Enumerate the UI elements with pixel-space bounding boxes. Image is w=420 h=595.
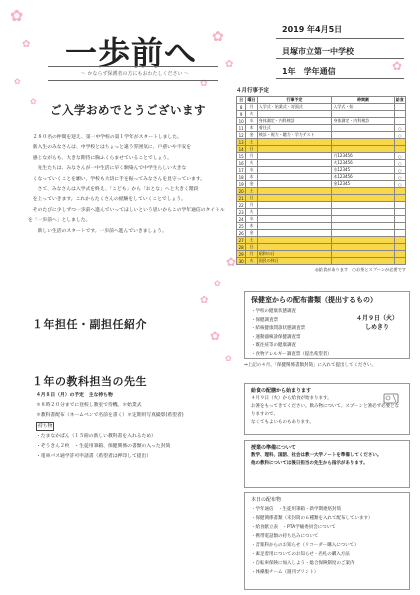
sakura-decoration: ✿ (22, 39, 31, 50)
calendar-cell-l (394, 195, 405, 202)
lunch-title: 給食の配膳から始まります (251, 388, 312, 394)
health-title: 保健室からの配布書類（提出するもの） (251, 296, 377, 304)
calendar-row (237, 223, 406, 230)
belongings-item: ・電車バス通学許可申請書（希望者は押印して提出） (36, 454, 152, 459)
greeting-paragraph: を上っていきます。これからたくさんの経験をしていくことでしょう。 (32, 197, 186, 203)
calendar-cell-w: 日 (246, 195, 257, 202)
calendar-header: 行事予定 (257, 97, 332, 104)
sakura-decoration: ✿ (10, 6, 24, 25)
calendar-cell-w: 火 (246, 160, 257, 167)
sakura-decoration: ✿ (392, 59, 403, 73)
calendar-cell-b (332, 209, 394, 216)
calendar-cell-l (394, 111, 405, 118)
calendar-cell-w: 土 (246, 139, 257, 146)
calendar-cell-w: 土 (246, 188, 257, 195)
calendar-row (237, 160, 406, 167)
calendar-cell-e (257, 174, 332, 181)
calendar-cell-b: 身体測定・内科検診 (332, 118, 394, 125)
calendar-cell-e: 着任式 (257, 125, 332, 132)
calendar-cell-w: 土 (246, 237, 257, 244)
calendar-cell-e (257, 139, 332, 146)
calendar-cell-d: 17 (237, 167, 246, 174)
greeting-paragraph: そのたびに少しずつ一歩前へ進んでいってほしいという思いからこの学年通信のタイトルを「一歩前へ」としました。 (28, 207, 225, 224)
calendar-cell-d: 19 (237, 181, 246, 188)
calendar-row (237, 139, 406, 146)
calendar-cell-w: 日 (246, 244, 257, 251)
calendar-cell-b (332, 146, 394, 153)
calendar-cell-e (257, 167, 332, 174)
calendar-row (237, 153, 406, 160)
homeroom-heading: １年担任・副担任紹介 (32, 318, 147, 331)
calendar-cell-d: 9 (237, 111, 246, 118)
calendar-cell-l: ○ (394, 167, 405, 174)
calendar-cell-l (394, 118, 405, 125)
calendar-cell-l (394, 244, 405, 251)
prep-title: 授業の準備について (251, 445, 296, 451)
calendar-cell-d: 10 (237, 118, 246, 125)
calendar-cell-w: 水 (246, 216, 257, 223)
calendar-cell-d: 13 (237, 139, 246, 146)
calendar-cell-w: 金 (246, 230, 257, 237)
calendar-cell-b (332, 258, 394, 265)
calendar-cell-b (332, 223, 394, 230)
calendar-cell-d: 21 (237, 195, 246, 202)
calendar-cell-l (394, 146, 405, 153)
school-name: 貝塚市立第一中学校 (282, 47, 354, 56)
calendar-cell-d: 20 (237, 188, 246, 195)
greeting-paragraph: 先生たちは、みなさんが一中生活に早く馴染んで中学生らしい大きな (32, 166, 187, 172)
calendar-cell-l (394, 188, 405, 195)
calendar-cell-d: 15 (237, 153, 246, 160)
calendar-cell-l (394, 104, 405, 111)
calendar-cell-w: 木 (246, 125, 257, 132)
calendar-cell-d: 18 (237, 174, 246, 181)
calendar-cell-w: 木 (246, 223, 257, 230)
sakura-decoration: ✿ (212, 29, 224, 45)
calendar-cell-d: 29 (237, 251, 246, 258)
calendar-cell-w: 月 (246, 202, 257, 209)
sakura-decoration: ✿ (30, 97, 37, 106)
calendar-row (237, 132, 406, 139)
calendar-row (237, 104, 406, 111)
calendar-row (237, 174, 406, 181)
distribution-item: ・学年通信 ・生徒用筆箱・新学期連絡封筒 (251, 507, 341, 512)
calendar-cell-e (257, 181, 332, 188)
lunch-line: ４月９日（火）から給食が始まります。 (251, 396, 332, 401)
newsletter-name: 1年 学年通信 (282, 67, 336, 76)
calendar-cell-e (257, 223, 332, 230)
sakura-decoration: ✿ (200, 79, 208, 89)
lunch-tray-icon (383, 390, 399, 404)
header-rule (276, 38, 404, 39)
calendar-cell-e: 国民の休日 (257, 258, 332, 265)
calendar-cell-w: 金 (246, 181, 257, 188)
calendar-cell-b: 火123456 (332, 160, 394, 167)
distribution-item: ・給食献立表 ・PTA学級委員会について (251, 525, 336, 530)
prep-line: 数学、理科、国語、社会は教一大学ノートを準備してください。 (251, 453, 382, 458)
sakura-decoration: ✿ (225, 354, 232, 363)
page-title: 一歩前へ (64, 34, 197, 72)
greeting-paragraph: ２８０名の仲間を迎え、第一中学校の第１学年がスタートしました。 (32, 135, 182, 140)
calendar-cell-e: 検診・視力・聴力・学力テスト (257, 132, 332, 139)
calendar-row (237, 195, 406, 202)
greeting-paragraph: 感じながらも、大きな期待に胸ふくらませていることでしょう。 (32, 155, 172, 161)
calendar-cell-b: 入学式・始 (332, 104, 394, 111)
calendar-cell-l (394, 223, 405, 230)
health-item: ・学校の健康状態調査 (251, 309, 296, 314)
calendar-row (237, 237, 406, 244)
calendar-cell-d: 28 (237, 244, 246, 251)
calendar-cell-l: ○ (394, 132, 405, 139)
calendar-cell-d: 11 (237, 125, 246, 132)
calendar-title: ４月行事予定 (236, 88, 270, 94)
lunch-line: お箸をもってきてください。飲み物について、スプーンと箸必ず必要となりますので、 (251, 404, 400, 417)
calendar-header: 給食 (395, 97, 404, 102)
calendar-cell-e: 入学式・始業式・対面式 (257, 104, 332, 111)
calendar-cell-l: ○ (394, 181, 405, 188)
calendar-cell-e: 身体測定・内科検診 (257, 118, 332, 125)
calendar-cell-b (332, 139, 394, 146)
calendar-cell-e (257, 195, 332, 202)
header-rule (276, 78, 404, 79)
sakura-decoration: ✿ (214, 279, 221, 288)
schedule-line: ＊教科書配布（ネームペンで名前を書く）＊定期用写真撮影(希望者) (36, 413, 184, 418)
greeting-paragraph: さて、みなさんは入学式を終え、「こども」から「おとな」へと大きく階段 (32, 187, 199, 193)
greeting-body (28, 133, 228, 237)
calendar-row (237, 202, 406, 209)
calendar-cell-l (394, 251, 405, 258)
subjects-body (36, 391, 236, 462)
calendar-cell-d: 22 (237, 202, 246, 209)
calendar-cell-l (394, 209, 405, 216)
calendar-cell-b (332, 202, 394, 209)
calendar-cell-d: 26 (237, 230, 246, 237)
calendar-cell-b (332, 111, 394, 118)
greeting-paragraph: くなっていくことを願い、学校も大切に手を振ってみなさんを見守っています。 (32, 176, 206, 182)
calendar-cell-b (332, 244, 394, 251)
calendar-cell-e (257, 188, 332, 195)
calendar-cell-e (257, 111, 332, 118)
calendar-cell-l: ○ (394, 153, 405, 160)
calendar-cell-e (257, 209, 332, 216)
sakura-decoration: ✿ (200, 295, 209, 306)
calendar-cell-e (257, 153, 332, 160)
prep-line: 他の教科については後日担当の先生から指示があります。 (251, 461, 368, 466)
subjects-heading: １年の教科担当の先生 (32, 375, 147, 388)
deadline-note: ４月９日（火）しめきり (355, 315, 398, 331)
calendar-cell-b (332, 216, 394, 223)
calendar-cell-d: 27 (237, 237, 246, 244)
schedule-line: ＊８時２０分までに登校し教室で待機。＊始業式 (36, 403, 142, 408)
calendar-row (237, 251, 406, 258)
title-rule (48, 80, 218, 81)
calendar-cell-w: 金 (246, 132, 257, 139)
calendar-cell-b (332, 251, 394, 258)
calendar-header: 時間割 (332, 97, 394, 104)
greeting-paragraph: 新入生のみなさんは、中学校とはちょっと違う雰囲気に、戸惑いや不安を (32, 145, 192, 151)
calendar-cell-l (394, 216, 405, 223)
calendar-cell-w: 月 (246, 104, 257, 111)
calendar-cell-l: ○ (394, 125, 405, 132)
calendar-row (237, 146, 406, 153)
calendar-header: 日 (237, 97, 246, 104)
calendar-cell-l: ○ (394, 160, 405, 167)
class-prep-box (244, 440, 410, 488)
calendar-row (237, 216, 406, 223)
calendar-cell-e (257, 202, 332, 209)
calendar-cell-d: 23 (237, 209, 246, 216)
distribution-item: ・自転車保険に加入しよう・総合保険制度のご案内 (251, 561, 355, 566)
calendar-cell-b: 水12345 (332, 167, 394, 174)
calendar-cell-e: 昭和の日 (257, 251, 332, 258)
distribution-item: ・素足着用についてのお知らせ・名札の購入方法 (251, 552, 350, 557)
calendar-cell-e (257, 146, 332, 153)
calendar-cell-w: 水 (246, 118, 257, 125)
distribution-item: ・音楽科からのお知らせ（リコーダー購入について） (251, 543, 359, 548)
belongings-item: ・たまなかばん（１５冊の新しい教科書を入れるため） (36, 434, 156, 439)
lunch-box (244, 383, 410, 435)
calendar-cell-b (332, 237, 394, 244)
calendar-cell-d: 12 (237, 132, 246, 139)
calendar-cell-b (332, 195, 394, 202)
distribution-item: ・携帯電話類の持ち込みについて (251, 534, 319, 539)
calendar-row (237, 111, 406, 118)
greeting-heading: ご入学おめでとうございます (50, 103, 206, 117)
distribution-title: 本日の配布物 (251, 497, 282, 503)
calendar-row (237, 244, 406, 251)
calendar-cell-d: 30 (237, 258, 246, 265)
calendar-cell-e (257, 244, 332, 251)
calendar-row (237, 209, 406, 216)
calendar-row (237, 167, 406, 174)
calendar-cell-l (394, 230, 405, 237)
sakura-decoration: ✿ (14, 77, 21, 86)
calendar-cell-b: 月123456 (332, 153, 394, 160)
distribution-item: ・保健関係書類（未封筒の６種類を入れて配布しています） (251, 516, 373, 521)
calendar-cell-l (394, 258, 405, 265)
calendar-cell-d: 24 (237, 216, 246, 223)
calendar-row (237, 230, 406, 237)
calendar-cell-d: 14 (237, 146, 246, 153)
lunch-line: なくてもよいものもあります。 (251, 420, 314, 425)
calendar-cell-l (394, 237, 405, 244)
health-item: ・食物アレルギー調査票（提出希望者） (251, 351, 332, 357)
calendar-row (237, 181, 406, 188)
calendar-cell-w: 月 (246, 251, 257, 258)
calendar-legend: ◎給食があります ○お茶とスプーンが必要です (315, 267, 406, 272)
subtitle: 〜 かならず保護者の方にもおわたしください 〜 (80, 71, 190, 77)
calendar-cell-b (332, 188, 394, 195)
calendar-cell-w: 火 (246, 111, 257, 118)
calendar-cell-w: 水 (246, 167, 257, 174)
belongings-label: 持ち物 (38, 424, 53, 429)
health-footnote: ⇒上記の４月、「保健関係書類封筒」に入れて提出してください。 (244, 363, 377, 368)
calendar-cell-l (394, 139, 405, 146)
health-item: ・既往症等の健康調査 (251, 343, 296, 348)
title-rule (48, 66, 218, 67)
calendar-cell-w: 火 (246, 209, 257, 216)
calendar-row (237, 258, 406, 265)
calendar-cell-d: 16 (237, 160, 246, 167)
calendar-cell-w: 月 (246, 153, 257, 160)
sakura-decoration: ✿ (226, 255, 237, 269)
sakura-decoration: ✿ (210, 329, 221, 343)
calendar-cell-l (394, 202, 405, 209)
calendar-row (237, 125, 406, 132)
calendar-cell-b (332, 132, 394, 139)
calendar-cell-w: 日 (246, 146, 257, 153)
calendar-cell-w: 火 (246, 258, 257, 265)
header-rule (276, 58, 404, 59)
health-item: ・結核健康問診状態調査票 (251, 326, 305, 331)
calendar-cell-l: ○ (394, 174, 405, 181)
health-documents-box (244, 291, 410, 359)
calendar-cell-d: 25 (237, 223, 246, 230)
calendar-table (236, 96, 406, 265)
calendar-cell-b: 木123456 (332, 174, 394, 181)
issue-date: 2019 年4月5日 (282, 25, 343, 34)
schedule-line: ４月８日（月）の予定 主な持ち物 (36, 393, 113, 398)
calendar-cell-e (257, 160, 332, 167)
calendar-cell-e (257, 216, 332, 223)
greeting-paragraph: 新しい生活のスタートです。一歩前へ進んでいきましょう。 (32, 228, 167, 234)
calendar-row (237, 118, 406, 125)
distribution-box (244, 492, 410, 590)
event-calendar (236, 86, 406, 273)
calendar-row (237, 188, 406, 195)
health-item: ・保健調査票 (251, 317, 278, 323)
belongings-item: ・ぞうきん２枚 ・生徒用筆箱、保健関係の書類の入った封筒 (36, 444, 171, 449)
distribution-item: ・体操服チーム（週刊プリント） (251, 570, 319, 575)
calendar-cell-d: 8 (237, 104, 246, 111)
calendar-cell-e (257, 230, 332, 237)
health-item: ・運動器検診保健調査票 (251, 334, 301, 340)
calendar-cell-w: 木 (246, 174, 257, 181)
sakura-decoration: ✿ (225, 59, 234, 70)
calendar-cell-e (257, 237, 332, 244)
calendar-cell-b (332, 230, 394, 237)
calendar-cell-b (332, 125, 394, 132)
calendar-cell-b: 金12345 (332, 181, 394, 188)
calendar-header: 曜日 (247, 97, 256, 102)
